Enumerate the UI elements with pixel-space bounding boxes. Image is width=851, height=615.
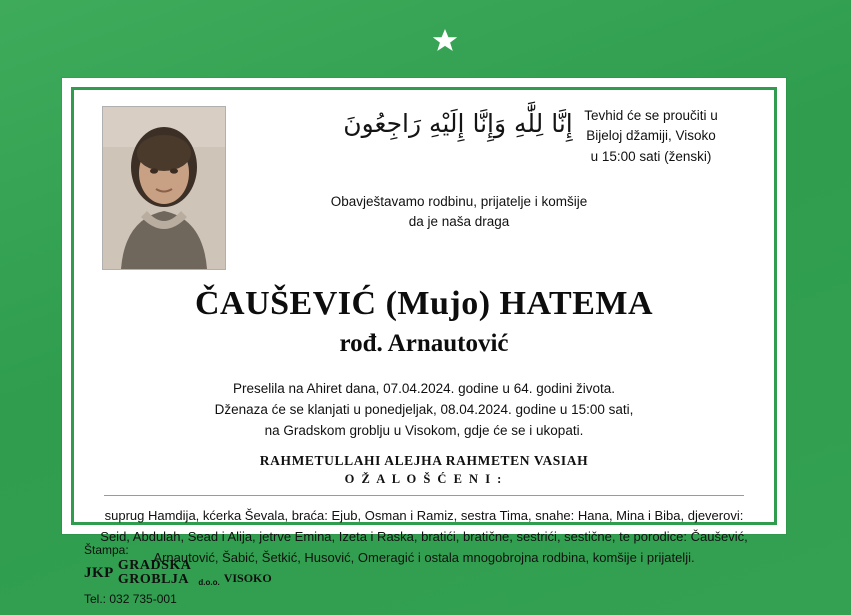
- logo-name-stack: [118, 559, 192, 587]
- divider: [104, 495, 744, 496]
- funeral-line-1: Preselila na Ahiret dana, 07.04.2024. godine u 64. godini života.: [232, 380, 616, 396]
- logo-doo-text: d.o.o.: [198, 578, 220, 587]
- logo-visoko-text: VISOKO: [223, 571, 272, 585]
- notice-line-1: Obavještavamo rodbinu, prijatelje i komšije: [330, 194, 588, 209]
- deceased-name: ČAUŠEVIĆ (Mujo) HATEMA: [194, 285, 654, 322]
- crescent-star-icon: [383, 7, 469, 67]
- tevhid-line-3: u 15:00 sati (ženski): [590, 148, 712, 164]
- mourners-line-1: suprug Hamdija, kćerka Ševala, braća: Ejub, Osman i Ramiz, sestra Tima, snahe: Hana, Mina i Biba, djeverovi:: [104, 507, 744, 523]
- mourners-line-2: Seid, Abdulah, Sead i Alija, jetrve Emina, Izeta i Raska, bratići, bratične, sestrići, sestične, te porodice: Čaušević,: [100, 528, 748, 544]
- tevhid-line-1: Tevhid će se proučiti u: [584, 108, 718, 123]
- printer-phone: Tel.: 032 735-001: [84, 592, 177, 606]
- tevhid-info: [556, 106, 746, 167]
- notice-line-2: da je naša draga: [408, 213, 510, 229]
- top-row: [76, 92, 772, 282]
- logo-groblja-text: GROBLJA: [117, 572, 190, 587]
- portrait-photo: [102, 106, 226, 270]
- rahmet-line: RAHMETULLAHI ALEJHA RAHMETEN VASIAH: [259, 452, 589, 468]
- notice-text: [281, 192, 637, 231]
- mourners-heading: O Ž A L O Š Ć E N I :: [344, 471, 504, 486]
- printer-footer: [84, 543, 384, 606]
- logo-gradska-text: GRADSKA: [117, 558, 192, 573]
- stampa-label: Štampa:: [84, 543, 129, 557]
- funeral-line-2: Dženaza će se klanjati u ponedjeljak, 08.04.2024. godine u 15:00 sati,: [214, 401, 634, 417]
- crescent-star-emblem: [0, 6, 851, 68]
- arabic-inscription: إِنَّا لِلَّٰهِ وَإِنَّا إِلَيْهِ رَاجِعُونَ: [343, 109, 573, 138]
- mourners-line-3: Arnautović, Šabić, Šetkić, Husović, Omeragić i ostala mnogobrojna rodbina, komšije i prijatelji.: [153, 549, 695, 565]
- logo-jkp-text: JKP: [84, 564, 114, 581]
- deceased-maiden-name: rođ. Arnautović: [339, 330, 509, 358]
- funeral-details: [76, 379, 772, 442]
- printer-logo: [84, 559, 384, 587]
- funeral-line-3: na Gradskom groblju u Visokom, gdje će se i ukopati.: [264, 422, 584, 438]
- deceased-name-block: [76, 284, 772, 359]
- tevhid-line-2: Bijeloj džamiji, Visoko: [586, 128, 716, 144]
